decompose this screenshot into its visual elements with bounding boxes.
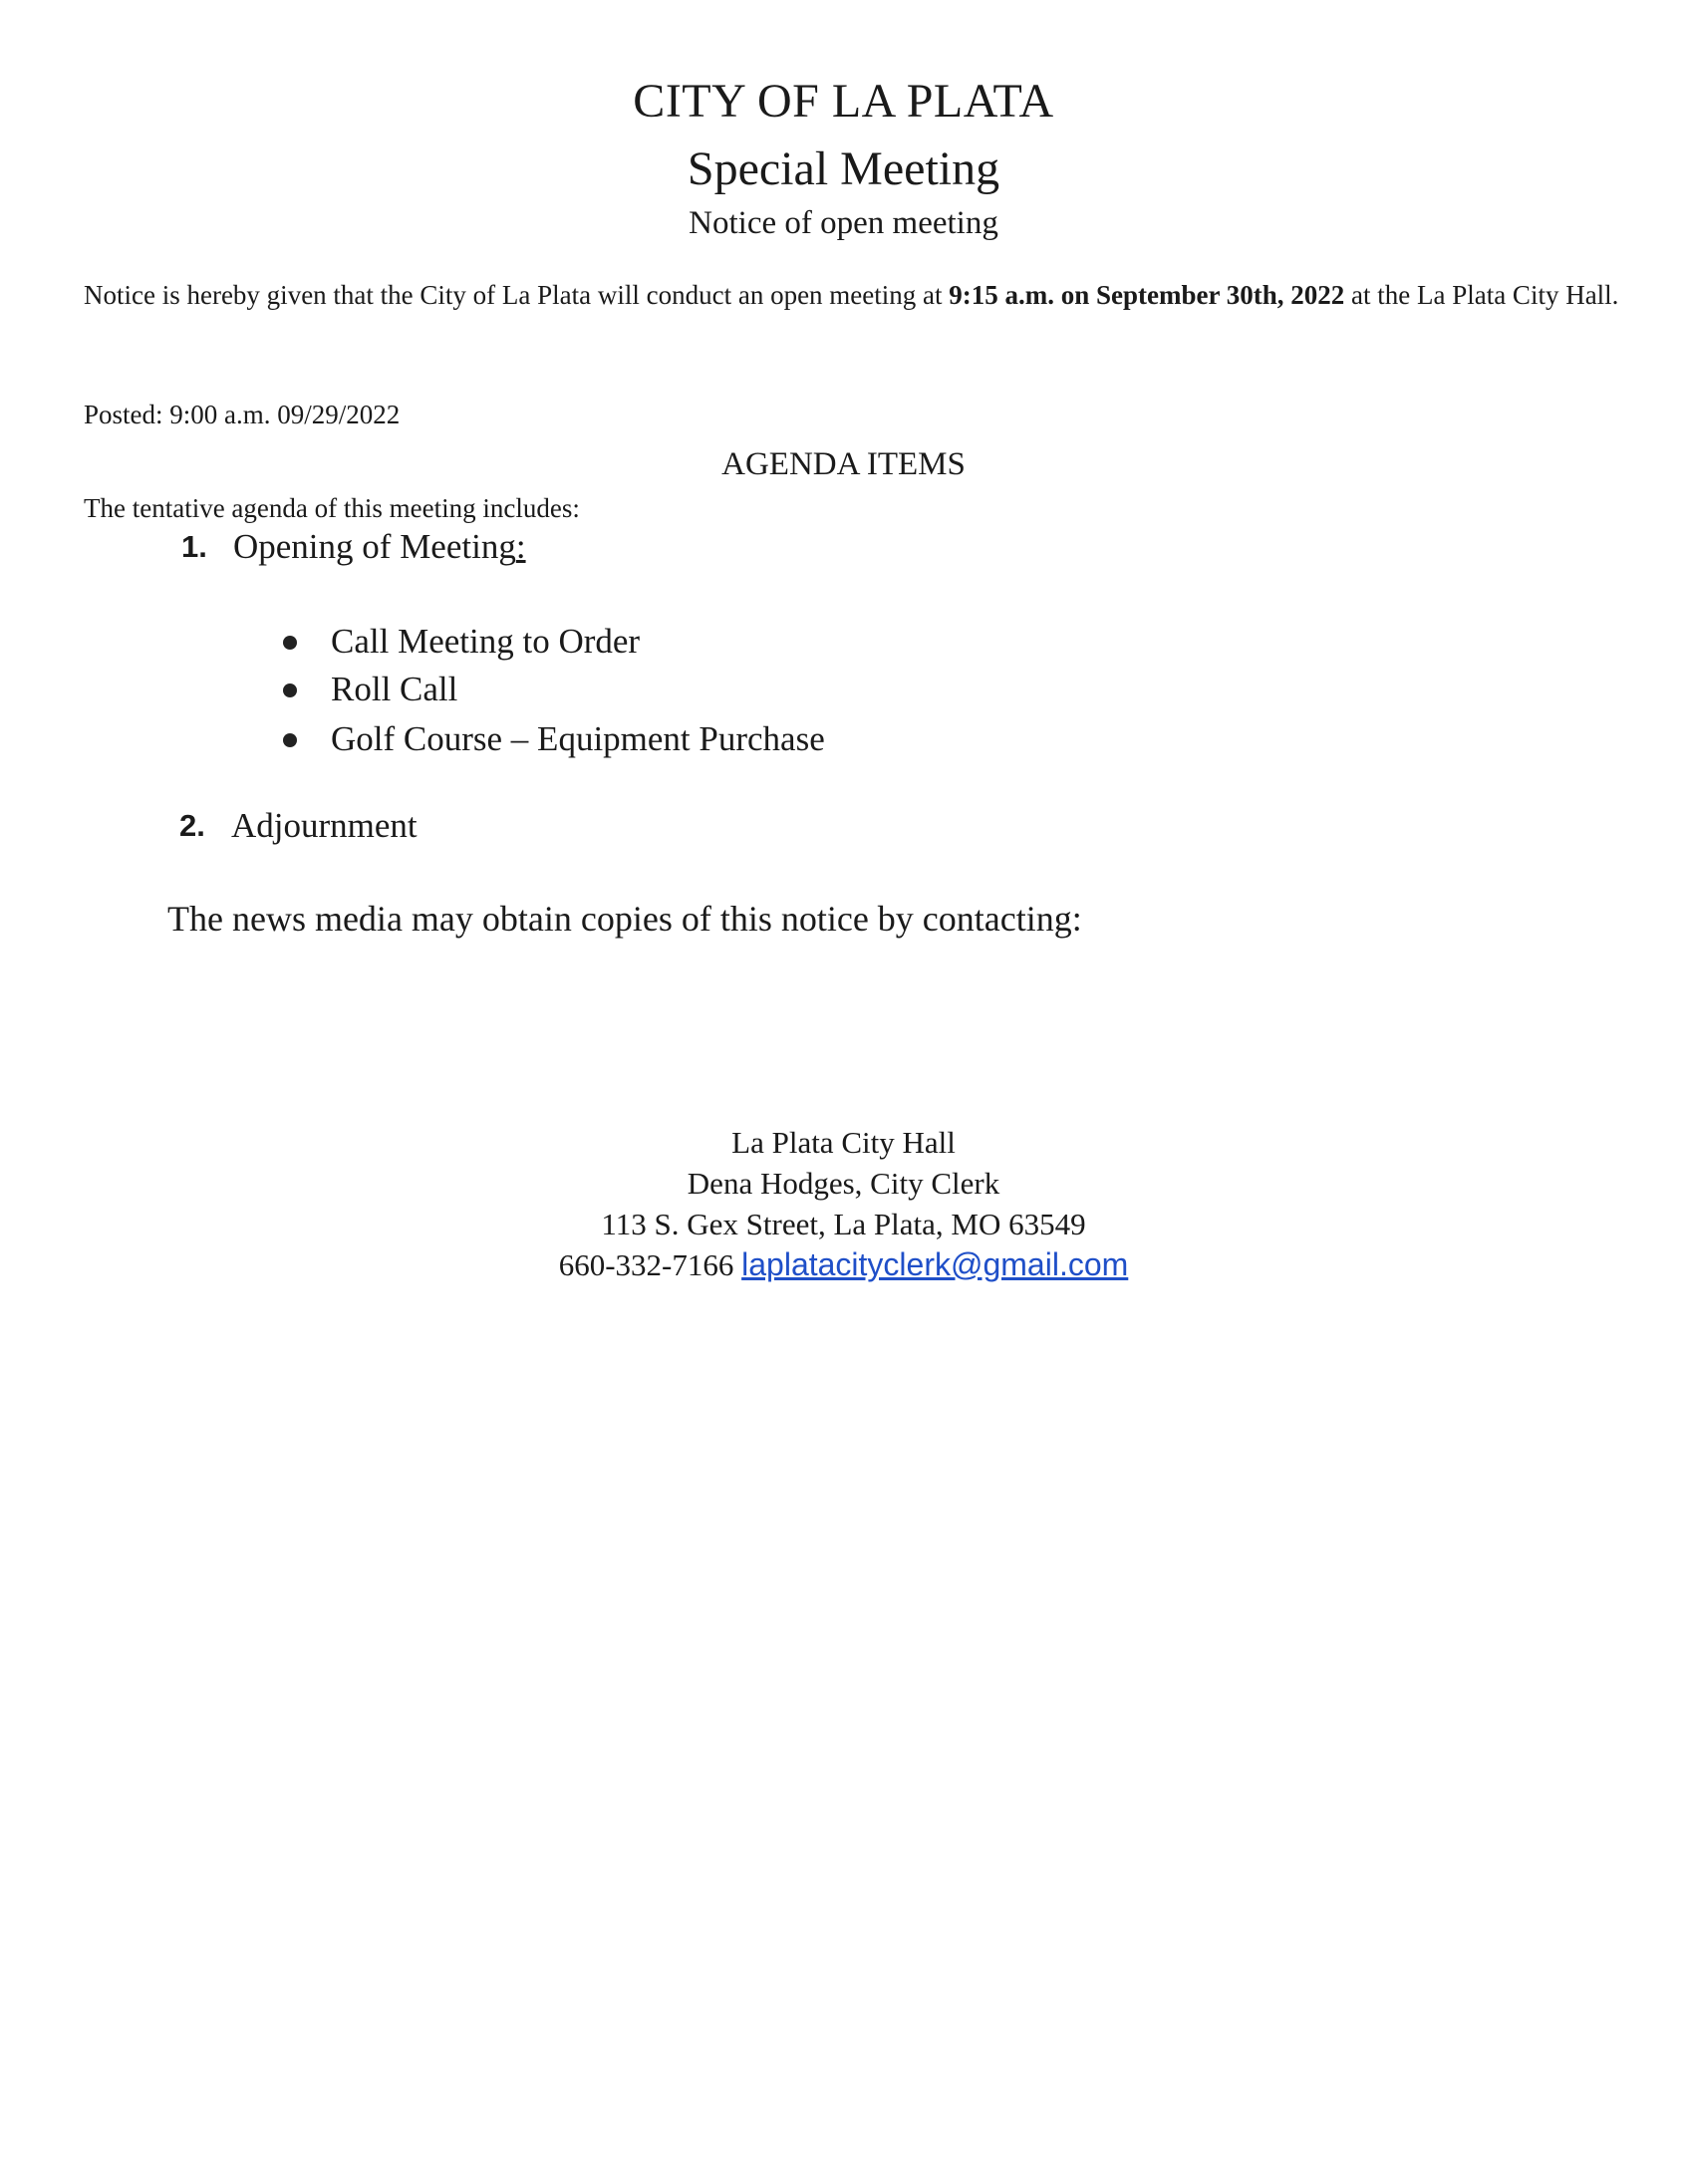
media-note: The news media may obtain copies of this notice by contacting:: [167, 899, 1082, 939]
meeting-type-title: Special Meeting: [687, 142, 1000, 195]
notice-text-after: at the La Plata City Hall.: [1344, 280, 1619, 310]
bullet-icon: [283, 636, 297, 650]
city-title: CITY OF LA PLATA: [633, 75, 1054, 128]
notice-text-before: Notice is hereby given that the City of La Plata will conduct an open meeting at: [84, 280, 950, 310]
agenda-item-number: 1.: [181, 529, 207, 564]
agenda-intro: The tentative agenda of this meeting includes:: [84, 493, 580, 523]
notice-time-date: 9:15 a.m. on September 30th, 2022: [949, 280, 1345, 310]
notice-subtitle: Notice of open meeting: [689, 205, 998, 241]
contact-phone: 660-332-7166: [558, 1247, 734, 1282]
agenda-heading: AGENDA ITEMS: [721, 446, 966, 482]
agenda-item-number: 2.: [179, 808, 205, 843]
agenda-subitem-label: Call Meeting to Order: [331, 622, 641, 661]
agenda-subitem-label: Roll Call: [331, 670, 458, 708]
agenda-subitem-label: Golf Course – Equipment Purchase: [331, 719, 825, 758]
contact-office: La Plata City Hall: [731, 1125, 956, 1160]
agenda-item-label-text: Opening of Meeting: [233, 527, 516, 566]
bullet-icon: [283, 683, 297, 697]
bullet-icon: [283, 733, 297, 747]
contact-phone-email: [0, 1244, 1687, 1285]
agenda-item-label-colon: :: [515, 527, 526, 566]
notice-paragraph: [84, 275, 1638, 315]
contact-clerk: Dena Hodges, City Clerk: [687, 1166, 1000, 1201]
agenda-item-label: Adjournment: [231, 806, 418, 845]
email-link[interactable]: laplatacityclerk@gmail.com: [741, 1246, 1129, 1282]
agenda-item-label: [233, 524, 526, 570]
contact-address: 113 S. Gex Street, La Plata, MO 63549: [601, 1207, 1086, 1241]
posted-timestamp: Posted: 9:00 a.m. 09/29/2022: [84, 400, 401, 429]
